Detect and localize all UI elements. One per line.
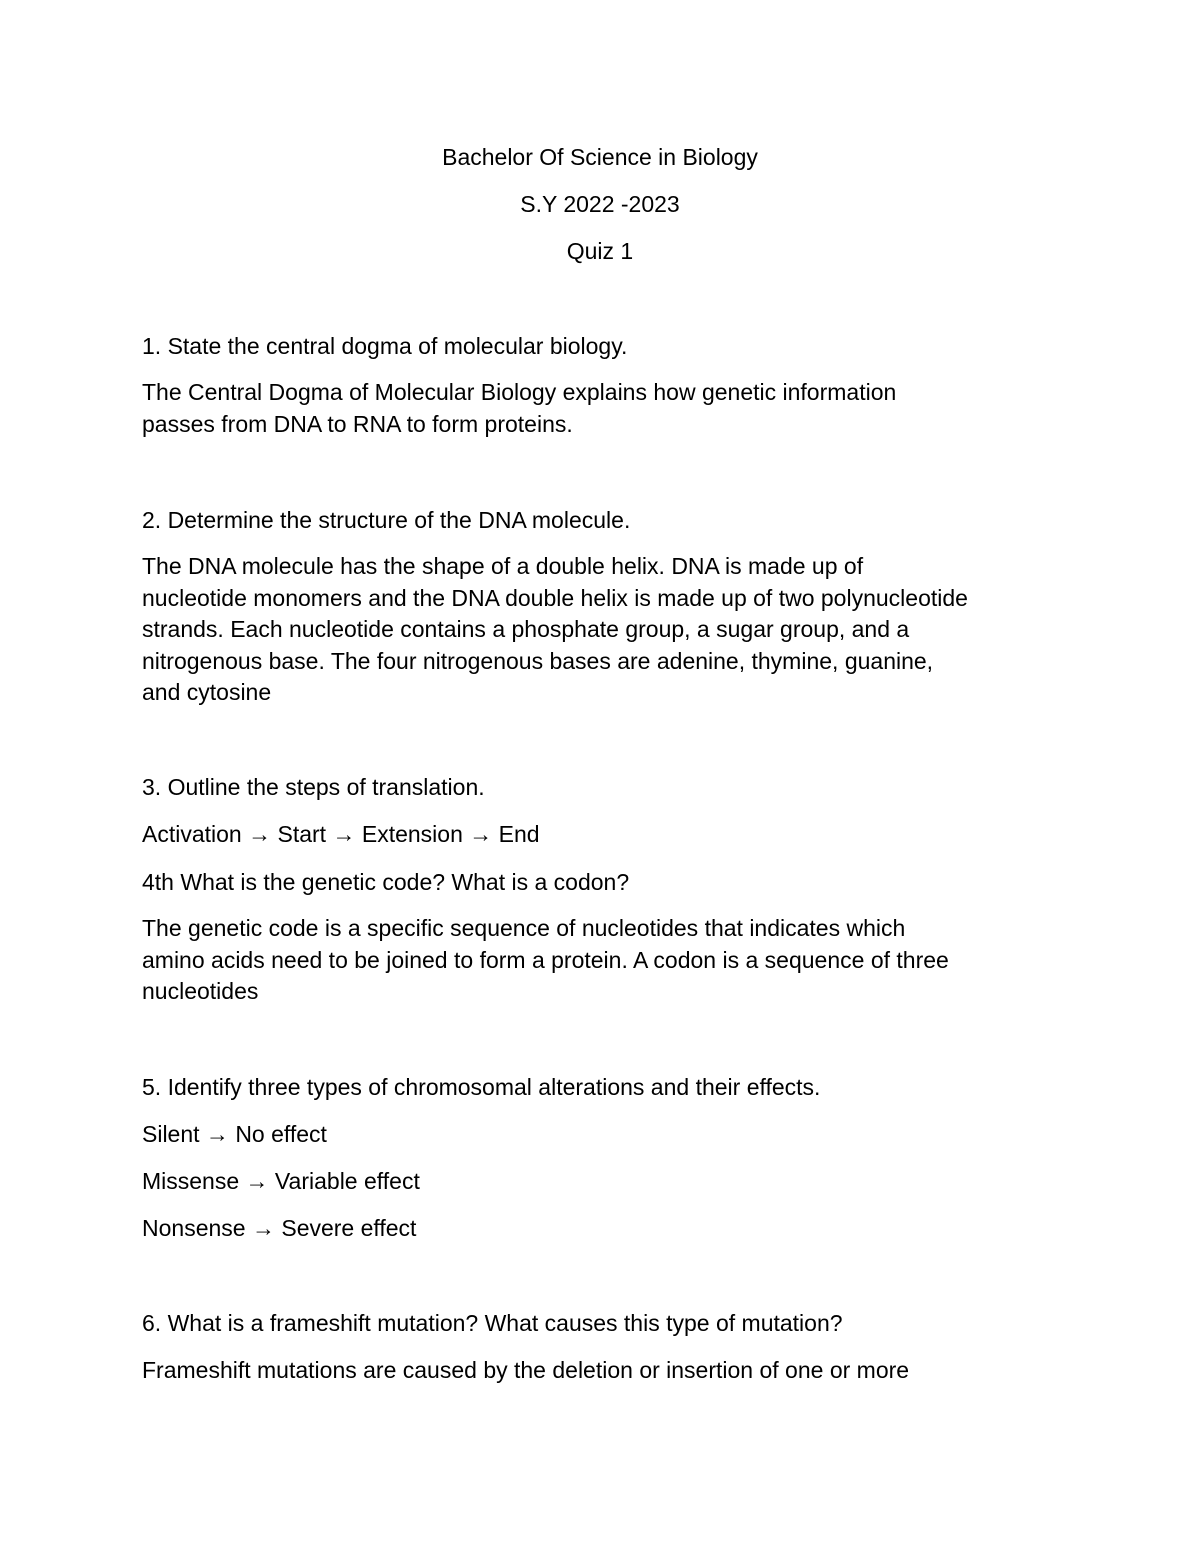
answer-3: Activation → Start → Extension → End — [142, 821, 540, 847]
question-1: 1. State the central dogma of molecular biology. — [142, 333, 628, 359]
answer-5-silent: Silent → No effect — [142, 1121, 327, 1147]
question-6: 6. What is a frameshift mutation? What causes this type of mutation? — [142, 1310, 843, 1336]
school-year: S.Y 2022 -2023 — [520, 191, 680, 217]
answer-line: amino acids need to be joined to form a protein. A codon is a sequence of three — [142, 946, 949, 973]
answer-5-nonsense: Nonsense → Severe effect — [142, 1215, 417, 1241]
answer-line: strands. Each nucleotide contains a phosphate group, a sugar group, and a — [142, 616, 910, 642]
program-title: Bachelor Of Science in Biology — [442, 144, 758, 170]
answer-1 — [142, 377, 1102, 440]
answer-line: nucleotides — [142, 978, 259, 1004]
answer-2 — [142, 551, 1102, 709]
answer-6: Frameshift mutations are caused by the deletion or insertion of one or more — [142, 1357, 910, 1383]
answer-5-missense: Missense → Variable effect — [142, 1168, 420, 1194]
answer-line: passes from DNA to RNA to form proteins. — [142, 410, 573, 437]
answer-line: and cytosine — [142, 679, 272, 705]
answer-line: The Central Dogma of Molecular Biology explains how genetic information — [142, 379, 897, 405]
quiz-title: Quiz 1 — [566, 238, 634, 264]
answer-line: The genetic code is a specific sequence of nucleotides that indicates which — [142, 915, 906, 941]
question-3: 3. Outline the steps of translation. — [142, 774, 485, 800]
answer-4 — [142, 913, 1102, 1008]
answer-line: nitrogenous base. The four nitrogenous bases are adenine, thymine, guanine, — [142, 647, 934, 674]
question-5: 5. Identify three types of chromosomal alterations and their effects. — [142, 1074, 821, 1100]
answer-line: The DNA molecule has the shape of a double helix. DNA is made up of — [142, 553, 864, 579]
answer-line: nucleotide monomers and the DNA double helix is made up of two polynucleotide — [142, 584, 968, 611]
question-4: 4th What is the genetic code? What is a codon? — [142, 869, 630, 895]
question-2: 2. Determine the structure of the DNA molecule. — [142, 507, 631, 533]
